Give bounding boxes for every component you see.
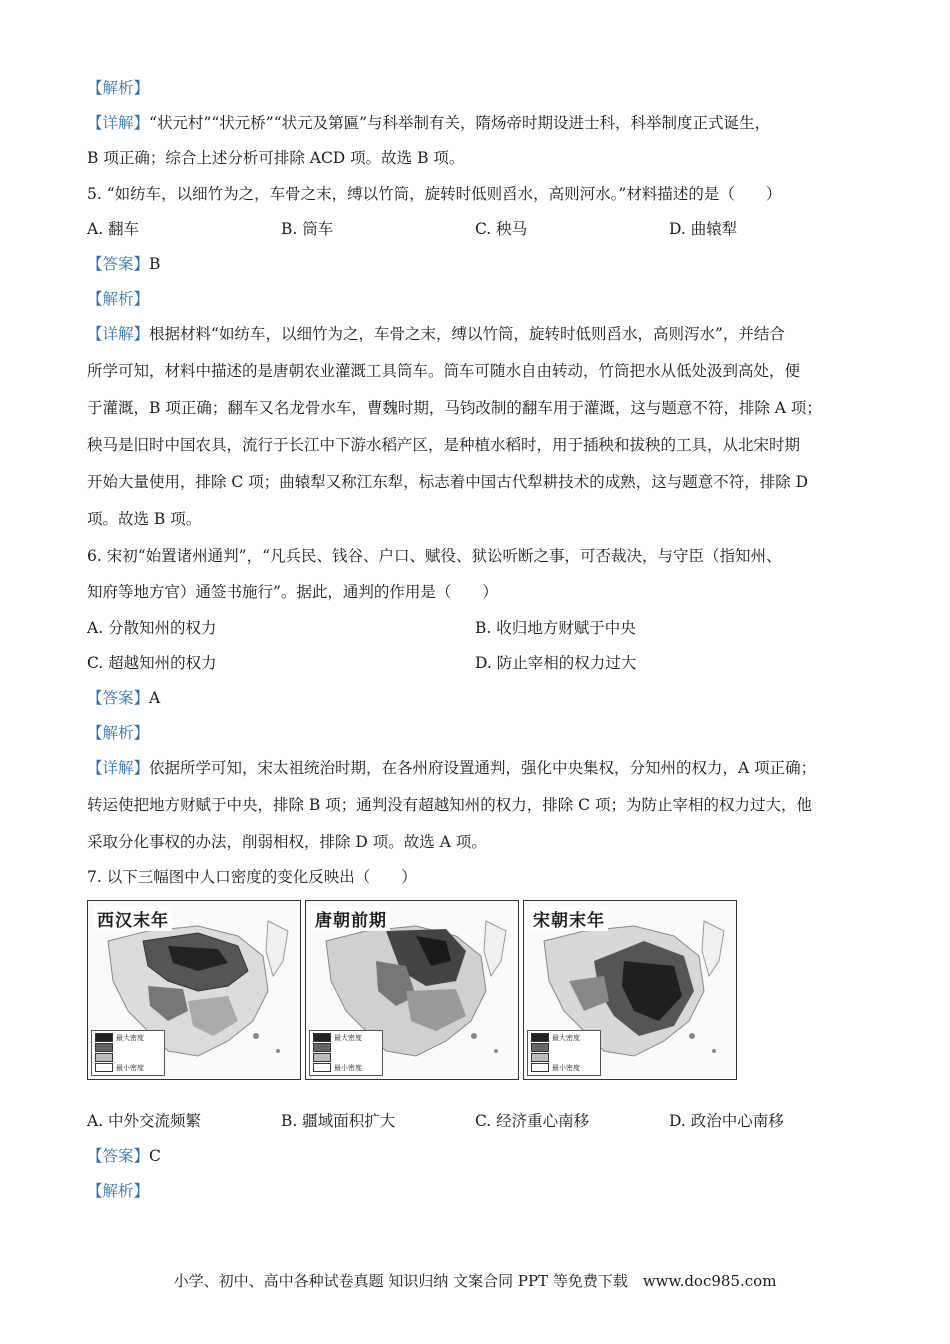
jiexi-label: 【解析】 — [87, 1182, 150, 1200]
jiexi-label: 【解析】 — [87, 79, 150, 97]
answer-value: A — [149, 689, 161, 707]
jiexi-label: 【解析】 — [87, 290, 150, 308]
population-density-maps — [87, 900, 734, 1080]
map-late-song — [523, 900, 737, 1080]
q7-answer — [87, 1146, 161, 1166]
answer-value: C — [149, 1147, 161, 1165]
q7-option-c: C. 经济重心南移 — [475, 1112, 590, 1130]
map-western-han — [87, 900, 301, 1080]
jiexi-label: 【解析】 — [87, 724, 150, 742]
map-legend — [309, 1030, 383, 1076]
q5-answer — [87, 254, 160, 274]
detail-text: 依据所学可知，宋太祖统治时期，在各州府设置通判，强化中央集权，分知州的权力，A 项正确； — [149, 759, 817, 777]
map-title: 宋朝末年 — [530, 906, 608, 931]
question-6-stem: 知府等地方官）通签书施行”。据此，通判的作用是（ ） — [87, 583, 498, 601]
detail-text: 开始大量使用，排除 C 项；曲辕犁又称江东犁，标志着中国古代犁耕技术的成熟，这与题意不符，排除 D — [87, 473, 809, 491]
map-legend — [91, 1030, 165, 1076]
answer-label: 【答案】 — [87, 1147, 150, 1165]
q6-option-b: B. 收归地方财赋于中央 — [475, 619, 636, 637]
detail-paragraph — [87, 324, 785, 344]
legend-label-max: 最大密度 — [552, 1033, 580, 1042]
question-6-stem: 6. 宋初“始置诸州通判”，“凡兵民、钱谷、户口、赋役、狱讼听断之事，可否裁决，与守臣（指知州、 — [87, 547, 782, 565]
detail-text: 于灌溉，B 项正确；翻车又名龙骨水车，曹魏时期，马钧改制的翻车用于灌溉，这与题意不符，排除 A 项； — [87, 399, 822, 417]
legend-label-min: 最小密度 — [116, 1063, 144, 1072]
question-5-stem: 5. “如纺车，以细竹为之，车骨之末，缚以竹筒，旋转时低则舀水，高则河水。”材料描述的是（ ） — [87, 185, 782, 203]
q6-answer — [87, 688, 160, 708]
detail-text: 秧马是旧时中国农具，流行于长江中下游水稻产区，是种植水稻时，用于插秧和拔秧的工具，从北宋时期 — [87, 436, 801, 454]
q5-option-d: D. 曲辕犁 — [669, 220, 738, 238]
detail-paragraph — [87, 758, 816, 778]
answer-label: 【答案】 — [87, 689, 150, 707]
answer-value: B — [149, 255, 161, 273]
detail-label: 【详解】 — [87, 114, 150, 132]
detail-text: B 项正确；综合上述分析可排除 ACD 项。故选 B 项。 — [87, 149, 465, 167]
q6-option-a: A. 分散知州的权力 — [87, 619, 217, 637]
q7-option-b: B. 疆域面积扩大 — [281, 1112, 396, 1130]
q6-option-d: D. 防止宰相的权力过大 — [475, 654, 637, 672]
map-title: 西汉末年 — [94, 906, 172, 931]
detail-text: 采取分化事权的办法，削弱相权，排除 D 项。故选 A 项。 — [87, 833, 487, 851]
map-early-tang — [305, 900, 519, 1080]
detail-label: 【详解】 — [87, 325, 150, 343]
map-title: 唐朝前期 — [312, 906, 390, 931]
detail-label: 【详解】 — [87, 759, 150, 777]
detail-text: 转运使把地方财赋于中央，排除 B 项；通判没有超越知州的权力，排除 C 项；为防止宰相的权力过大，他 — [87, 796, 812, 814]
q7-option-d: D. 政治中心南移 — [669, 1112, 784, 1130]
answer-label: 【答案】 — [87, 255, 150, 273]
detail-text: “状元村”“状元桥”“状元及第匾”与科举制有关，隋炀帝时期设进士科，科举制度正式诞生， — [149, 114, 771, 132]
q5-option-a: A. 翻车 — [87, 220, 140, 238]
q7-option-a: A. 中外交流频繁 — [87, 1112, 202, 1130]
legend-label-max: 最大密度 — [334, 1033, 362, 1042]
q5-option-b: B. 筒车 — [281, 220, 334, 238]
q6-option-c: C. 超越知州的权力 — [87, 654, 217, 672]
map-legend — [527, 1030, 601, 1076]
question-7-stem: 7. 以下三幅图中人口密度的变化反映出（ ） — [87, 868, 417, 886]
detail-text: 所学可知，材料中描述的是唐朝农业灌溉工具筒车。筒车可随水自由转动，竹筒把水从低处汲到高处，便 — [87, 362, 801, 380]
legend-label-max: 最大密度 — [116, 1033, 144, 1042]
detail-paragraph — [87, 113, 770, 133]
page-footer: 小学、初中、高中各种试卷真题 知识归纳 文案合同 PPT 等免费下载 www.doc985.com — [173, 1272, 777, 1290]
detail-text: 项。故选 B 项。 — [87, 510, 202, 528]
q5-option-c: C. 秧马 — [475, 220, 528, 238]
legend-label-min: 最小密度 — [334, 1063, 362, 1072]
detail-text: 根据材料“如纺车，以细竹为之，车骨之末，缚以竹筒，旋转时低则舀水，高则泻水”，并结合 — [149, 325, 785, 343]
legend-label-min: 最小密度 — [552, 1063, 580, 1072]
